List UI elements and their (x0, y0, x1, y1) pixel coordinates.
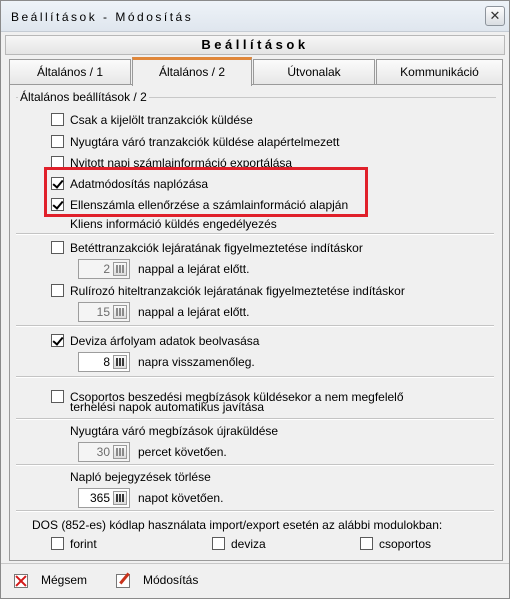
deposit-days-stepper[interactable] (78, 259, 130, 279)
footer-bar (1, 563, 509, 598)
cancel-label: Mégsem (41, 573, 88, 587)
option-open-daily-export[interactable] (51, 155, 292, 171)
dos-deviza-checkbox[interactable] (212, 537, 225, 550)
modify-label: Módosítás (143, 573, 199, 587)
revolving-days-value: 15 (96, 305, 110, 319)
fx-rates-load-label: Deviza árfolyam adatok beolvasása (70, 333, 260, 348)
counter-account-check-checkbox[interactable] (51, 198, 64, 211)
dos-forint-option[interactable] (51, 536, 97, 552)
resend-label: Nyugtára váró megbízások újraküldése (70, 424, 279, 438)
tab-strip (1, 57, 510, 85)
log-delete-label: Napló bejegyzések törlése (70, 470, 211, 484)
deposit-days-value: 2 (103, 262, 110, 276)
pending-default-checkbox[interactable] (51, 135, 64, 148)
dos-csoportos-option[interactable] (360, 536, 431, 552)
dos-deviza-option[interactable] (212, 536, 266, 552)
divider (16, 325, 494, 327)
only-selected-label: Csak a kijelölt tranzakciók küldése (70, 112, 253, 127)
option-counter-account-check[interactable] (51, 197, 348, 213)
tab-altalanos-1[interactable]: Általános / 1 (9, 59, 131, 85)
deposit-warning-label: Betéttranzakciók lejáratának figyelmeztetése indításkor (70, 240, 363, 255)
open-daily-export-label: Nyitott napi számlainformáció exportálása (70, 155, 293, 170)
deposit-days-suffix: nappal a lejárat előtt. (138, 262, 250, 276)
group-title: Általános beállítások / 2 (20, 90, 147, 104)
divider (16, 510, 494, 512)
resend-minutes-value: 30 (96, 445, 110, 459)
cancel-button[interactable] (14, 571, 87, 591)
tab-panel (9, 84, 503, 561)
dos-deviza-label: deviza (231, 536, 266, 551)
calendar-icon[interactable] (113, 445, 127, 459)
fx-days-suffix: napra visszamenőleg. (138, 355, 255, 369)
close-icon[interactable]: ✕ (485, 6, 505, 26)
data-change-log-label: Adatmódosítás naplózása (70, 176, 209, 191)
log-delete-suffix: napot követően. (138, 491, 224, 505)
tab-utvonalak[interactable]: Útvonalak (253, 59, 375, 85)
calendar-icon[interactable] (113, 305, 127, 319)
divider (16, 464, 494, 466)
divider (16, 376, 494, 378)
batch-collection-fix-label-2: terhelési napok automatikus javítása (70, 400, 265, 414)
dos-csoportos-label: csoportos (379, 536, 432, 551)
option-revolving-warning[interactable] (51, 283, 405, 299)
tab-kommunikacio[interactable]: Kommunikáció (376, 59, 503, 85)
client-info-send-label: Kliens információ küldés engedélyezés (70, 216, 277, 231)
dos-codepage-label: DOS (852-es) kódlap használata import/export esetén az alábbi modulokban: (32, 518, 443, 532)
batch-collection-fix-checkbox[interactable] (51, 390, 64, 403)
option-pending-default[interactable] (51, 134, 339, 150)
calendar-icon[interactable] (113, 491, 127, 505)
deposit-warning-checkbox[interactable] (51, 241, 64, 254)
revolving-warning-label: Rulírozó hiteltranzakciók lejáratának figyelmeztetése indításkor (70, 283, 405, 298)
divider (16, 418, 494, 420)
title-bar[interactable] (1, 1, 509, 32)
dos-forint-label: forint (70, 536, 97, 551)
fx-days-stepper[interactable] (78, 352, 130, 372)
window-title: Beállítások - Módosítás (11, 10, 194, 24)
dos-csoportos-checkbox[interactable] (360, 537, 373, 550)
tab-altalanos-2[interactable]: Általános / 2 (132, 57, 252, 86)
calendar-icon[interactable] (113, 355, 127, 369)
resend-minutes-stepper[interactable] (78, 442, 130, 462)
data-change-log-checkbox[interactable] (51, 177, 64, 190)
option-client-info-send[interactable] (70, 216, 277, 232)
divider (16, 233, 494, 235)
revolving-warning-checkbox[interactable] (51, 284, 64, 297)
option-only-selected[interactable] (51, 112, 253, 128)
cancel-icon (14, 574, 28, 588)
fx-days-value: 8 (103, 355, 110, 369)
calendar-icon[interactable] (113, 262, 127, 276)
revolving-days-suffix: nappal a lejárat előtt. (138, 305, 250, 319)
only-selected-checkbox[interactable] (51, 113, 64, 126)
option-deposit-warning[interactable] (51, 240, 363, 256)
batch-collection-fix-label-1: Csoportos beszedési megbízások küldésekor a nem megfelelő (70, 389, 404, 404)
resend-suffix: percet követően. (138, 445, 227, 459)
log-delete-days-value: 365 (89, 491, 110, 505)
open-daily-export-checkbox[interactable] (51, 156, 64, 169)
counter-account-check-label: Ellenszámla ellenőrzése a számlainformáció alapján (70, 197, 349, 212)
log-delete-days-stepper[interactable] (78, 488, 130, 508)
option-fx-rates-load[interactable] (51, 333, 259, 349)
pending-default-label: Nyugtára váró tranzakciók küldése alapértelmezett (70, 134, 340, 149)
revolving-days-stepper[interactable] (78, 302, 130, 322)
modify-button[interactable] (116, 571, 198, 591)
page-title: Beállítások (5, 35, 505, 55)
option-data-change-log[interactable] (51, 176, 208, 192)
dos-forint-checkbox[interactable] (51, 537, 64, 550)
edit-icon (116, 574, 130, 588)
fx-rates-load-checkbox[interactable] (51, 334, 64, 347)
